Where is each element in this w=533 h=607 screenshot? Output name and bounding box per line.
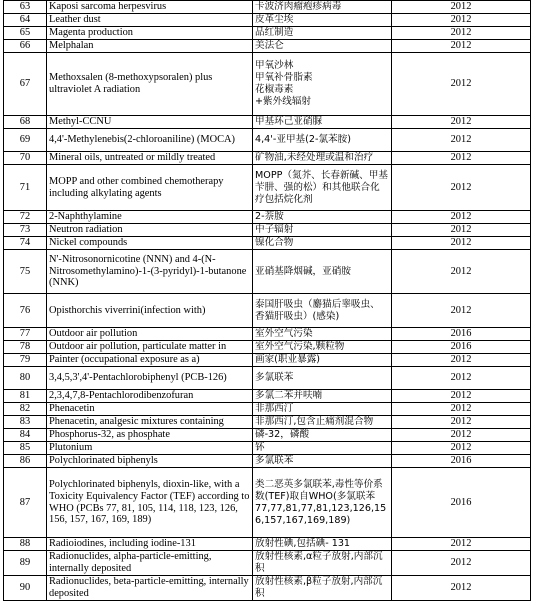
agent-name-english: Phenacetin [47, 403, 253, 416]
row-number: 74 [4, 237, 47, 250]
table-row [4, 390, 531, 403]
agent-name-english: Opisthorchis viverrini(infection with) [47, 294, 253, 328]
table-row [4, 211, 531, 224]
classification-year: 2012 [392, 40, 531, 53]
row-number: 89 [4, 551, 47, 576]
agent-name-chinese [253, 416, 392, 429]
agent-name-english: Phenacetin, analgesic mixtures containing [47, 416, 253, 429]
row-number: 71 [4, 165, 47, 211]
row-number: 65 [4, 27, 47, 40]
classification-year: 2012 [392, 224, 531, 237]
agent-name-english: 3,4,5,3',4'-Pentachlorobiphenyl (PCB-126) [47, 367, 253, 390]
agent-name-chinese [253, 237, 392, 250]
agent-name-chinese-line: 品红制造 [255, 27, 294, 38]
table-row [4, 1, 531, 14]
table-row [4, 14, 531, 27]
agent-name-english: N'-Nitrosonornicotine (NNN) and 4-(N-Nitrosomethylamino)-1-(3-pyridyl)-1-butanone (NNK) [47, 250, 253, 294]
agent-name-english: Radioiodines, including iodine-131 [47, 538, 253, 551]
agent-name-chinese-line: 室外空气污染 [255, 328, 313, 339]
row-number: 67 [4, 53, 47, 116]
agent-name-chinese [253, 354, 392, 367]
classification-year: 2016 [392, 455, 531, 468]
agent-name-chinese-line: 4,4'-亚甲基(2-氯苯胺) [255, 134, 351, 145]
agent-name-english: Kaposi sarcoma herpesvirus [47, 1, 253, 14]
classification-year: 2016 [392, 341, 531, 354]
table-row [4, 328, 531, 341]
agent-name-chinese-line: 非那西汀 [255, 403, 294, 414]
agent-name-chinese [253, 250, 392, 294]
classification-year: 2016 [392, 328, 531, 341]
agent-name-chinese [253, 1, 392, 14]
agent-name-chinese [253, 40, 392, 53]
classification-year: 2012 [392, 390, 531, 403]
agent-name-english: Melphalan [47, 40, 253, 53]
agent-name-english: Polychlorinated biphenyls, dioxin-like, with a Toxicity Equivalency Factor (TEF) according to WHO (PCBs 77, 81, 105, 114, 118, 123, 126, 156, 157, 167, 169, 189) [47, 468, 253, 538]
table-row [4, 237, 531, 250]
agent-name-chinese-line: 多氯联苯 [255, 372, 294, 383]
classification-year: 2012 [392, 237, 531, 250]
agent-name-chinese-line: 甲氧补骨脂素 [255, 72, 313, 83]
agent-name-english: Radionuclides, beta-particle-emitting, internally deposited [47, 576, 253, 601]
agent-name-chinese-line: 多氯联苯 [255, 455, 294, 466]
row-number: 64 [4, 14, 47, 27]
agent-name-chinese-line: 放射性核素,α粒子放射,内部沉积 [255, 551, 383, 574]
agent-name-chinese-line: 室外空气污染,颗粒物 [255, 341, 345, 352]
table-row [4, 367, 531, 390]
agent-name-chinese-line: 类二恶英多氯联苯,毒性等价系数(TEF)取自WHO(多氯联苯77,77,81,77,81,123,126,156,157,167,169,189) [255, 478, 387, 526]
row-number: 88 [4, 538, 47, 551]
classification-year: 2012 [392, 250, 531, 294]
agent-name-chinese [253, 390, 392, 403]
agent-name-chinese-line: MOPP（氮芥、长春新碱、甲基苄肼、强的松）和其他联合化疗包括烷化剂 [255, 169, 388, 205]
row-number: 90 [4, 576, 47, 601]
agent-name-english: MOPP and other combined chemotherapy including alkylating agents [47, 165, 253, 211]
agent-name-chinese [253, 116, 392, 129]
table-row [4, 403, 531, 416]
table-row [4, 455, 531, 468]
agent-name-chinese-line: 放射性碘,包括碘- 131 [255, 538, 351, 549]
classification-year: 2012 [392, 429, 531, 442]
agent-name-chinese-line: 钚 [255, 442, 265, 453]
table-row [4, 224, 531, 237]
agent-name-english: Magenta production [47, 27, 253, 40]
agent-name-chinese-line: 非那西汀,包含止痛剂混合物 [255, 416, 374, 427]
row-number: 68 [4, 116, 47, 129]
classification-year: 2012 [392, 14, 531, 27]
row-number: 83 [4, 416, 47, 429]
agent-name-english: Leather dust [47, 14, 253, 27]
table-row [4, 442, 531, 455]
row-number: 73 [4, 224, 47, 237]
agent-name-english: Neutron radiation [47, 224, 253, 237]
agent-name-chinese [253, 429, 392, 442]
classification-year: 2012 [392, 442, 531, 455]
classification-year: 2012 [392, 165, 531, 211]
agent-name-english: Radionuclides, alpha-particle-emitting, internally deposited [47, 551, 253, 576]
classification-year: 2012 [392, 576, 531, 601]
table-row [4, 53, 531, 116]
agent-name-chinese-line: 卡波济肉瘤疱疹病毒 [255, 1, 342, 12]
classification-year: 2012 [392, 551, 531, 576]
table-row [4, 116, 531, 129]
agent-name-chinese-line: 中子辐射 [255, 224, 294, 235]
table-row [4, 294, 531, 328]
agent-name-chinese [253, 551, 392, 576]
row-number: 80 [4, 367, 47, 390]
classification-year: 2012 [392, 27, 531, 40]
agent-name-chinese-line: 画家(职业暴露) [255, 354, 321, 365]
row-number: 72 [4, 211, 47, 224]
agent-name-chinese [253, 211, 392, 224]
agent-name-chinese [253, 129, 392, 152]
row-number: 66 [4, 40, 47, 53]
classification-year: 2012 [392, 416, 531, 429]
table-row [4, 576, 531, 601]
agent-name-chinese [253, 328, 392, 341]
classification-year: 2012 [392, 354, 531, 367]
agent-name-chinese-line: 花椒毒素 [255, 84, 294, 95]
agent-name-chinese [253, 367, 392, 390]
agent-name-english: 2,3,4,7,8-Pentachlorodibenzofuran [47, 390, 253, 403]
agent-name-chinese-line: 美法仑 [255, 40, 284, 51]
row-number: 79 [4, 354, 47, 367]
classification-year: 2012 [392, 403, 531, 416]
table-row [4, 129, 531, 152]
classification-year: 2012 [392, 116, 531, 129]
table-row [4, 429, 531, 442]
agent-name-english: Plutonium [47, 442, 253, 455]
row-number: 75 [4, 250, 47, 294]
classification-year: 2012 [392, 294, 531, 328]
row-number: 86 [4, 455, 47, 468]
agent-name-chinese [253, 468, 392, 538]
agent-name-chinese [253, 27, 392, 40]
classification-year: 2012 [392, 367, 531, 390]
agent-name-chinese-line: 亚硝基降烟碱，亚硝胺 [255, 265, 351, 277]
table-row [4, 27, 531, 40]
row-number: 77 [4, 328, 47, 341]
agent-name-chinese [253, 442, 392, 455]
row-number: 63 [4, 1, 47, 14]
table-row [4, 538, 531, 551]
classification-year: 2012 [392, 129, 531, 152]
agent-name-english: Phosphorus-32, as phosphate [47, 429, 253, 442]
agent-name-chinese [253, 403, 392, 416]
agent-name-english: Methoxsalen (8-methoxypsoralen) plus ultraviolet A radiation [47, 53, 253, 116]
agent-name-chinese-line: 放射性核素,β粒子放射,内部沉积 [255, 576, 383, 599]
row-number: 70 [4, 152, 47, 165]
classification-year: 2012 [392, 152, 531, 165]
agent-name-english: Outdoor air pollution, particulate matter in [47, 341, 253, 354]
carcinogen-table-body [4, 1, 531, 601]
agent-name-chinese [253, 14, 392, 27]
table-row [4, 416, 531, 429]
carcinogen-table [3, 0, 531, 601]
agent-name-english: 4,4'-Methylenebis(2-chloroaniline) (MOCA) [47, 129, 253, 152]
table-row [4, 152, 531, 165]
row-number: 87 [4, 468, 47, 538]
agent-name-chinese-line: 皮革尘埃 [255, 14, 294, 25]
table-row [4, 341, 531, 354]
agent-name-chinese-line: 多氯二苯并呋喃 [255, 390, 323, 401]
classification-year: 2012 [392, 53, 531, 116]
classification-year: 2016 [392, 468, 531, 538]
agent-name-chinese-line: +紫外线辐射 [255, 96, 312, 107]
row-number: 81 [4, 390, 47, 403]
agent-name-english: Polychlorinated biphenyls [47, 455, 253, 468]
agent-name-chinese-line: 泰国肝吸虫（麝猫后睾吸虫、香猫肝吸虫）(感染) [255, 298, 380, 322]
classification-year: 2012 [392, 1, 531, 14]
agent-name-english: 2-Naphthylamine [47, 211, 253, 224]
row-number: 78 [4, 341, 47, 354]
table-row [4, 165, 531, 211]
table-row [4, 250, 531, 294]
row-number: 84 [4, 429, 47, 442]
agent-name-chinese-line: 磷-32，磷酸 [255, 429, 310, 440]
agent-name-chinese [253, 224, 392, 237]
agent-name-chinese [253, 165, 392, 211]
table-row [4, 551, 531, 576]
agent-name-chinese [253, 152, 392, 165]
agent-name-english: Mineral oils, untreated or mildly treated [47, 152, 253, 165]
agent-name-chinese [253, 53, 392, 116]
agent-name-chinese-line: 镍化合物 [255, 237, 294, 248]
row-number: 85 [4, 442, 47, 455]
agent-name-english: Methyl-CCNU [47, 116, 253, 129]
agent-name-english: Outdoor air pollution [47, 328, 253, 341]
row-number: 82 [4, 403, 47, 416]
agent-name-chinese [253, 538, 392, 551]
row-number: 69 [4, 129, 47, 152]
classification-year: 2012 [392, 538, 531, 551]
agent-name-chinese-line: 甲基环己亚硝脲 [255, 116, 323, 127]
table-row [4, 354, 531, 367]
classification-year: 2012 [392, 211, 531, 224]
agent-name-chinese [253, 341, 392, 354]
agent-name-chinese-line: 甲氧沙林 [255, 60, 294, 71]
agent-name-english: Nickel compounds [47, 237, 253, 250]
row-number: 76 [4, 294, 47, 328]
table-row [4, 468, 531, 538]
agent-name-chinese [253, 576, 392, 601]
agent-name-chinese-line: 矿物油,未经处理或温和治疗 [255, 152, 374, 163]
agent-name-chinese-line: 2-萘胺 [255, 211, 284, 222]
table-row [4, 40, 531, 53]
agent-name-chinese [253, 294, 392, 328]
agent-name-english: Painter (occupational exposure as a) [47, 354, 253, 367]
agent-name-chinese [253, 455, 392, 468]
